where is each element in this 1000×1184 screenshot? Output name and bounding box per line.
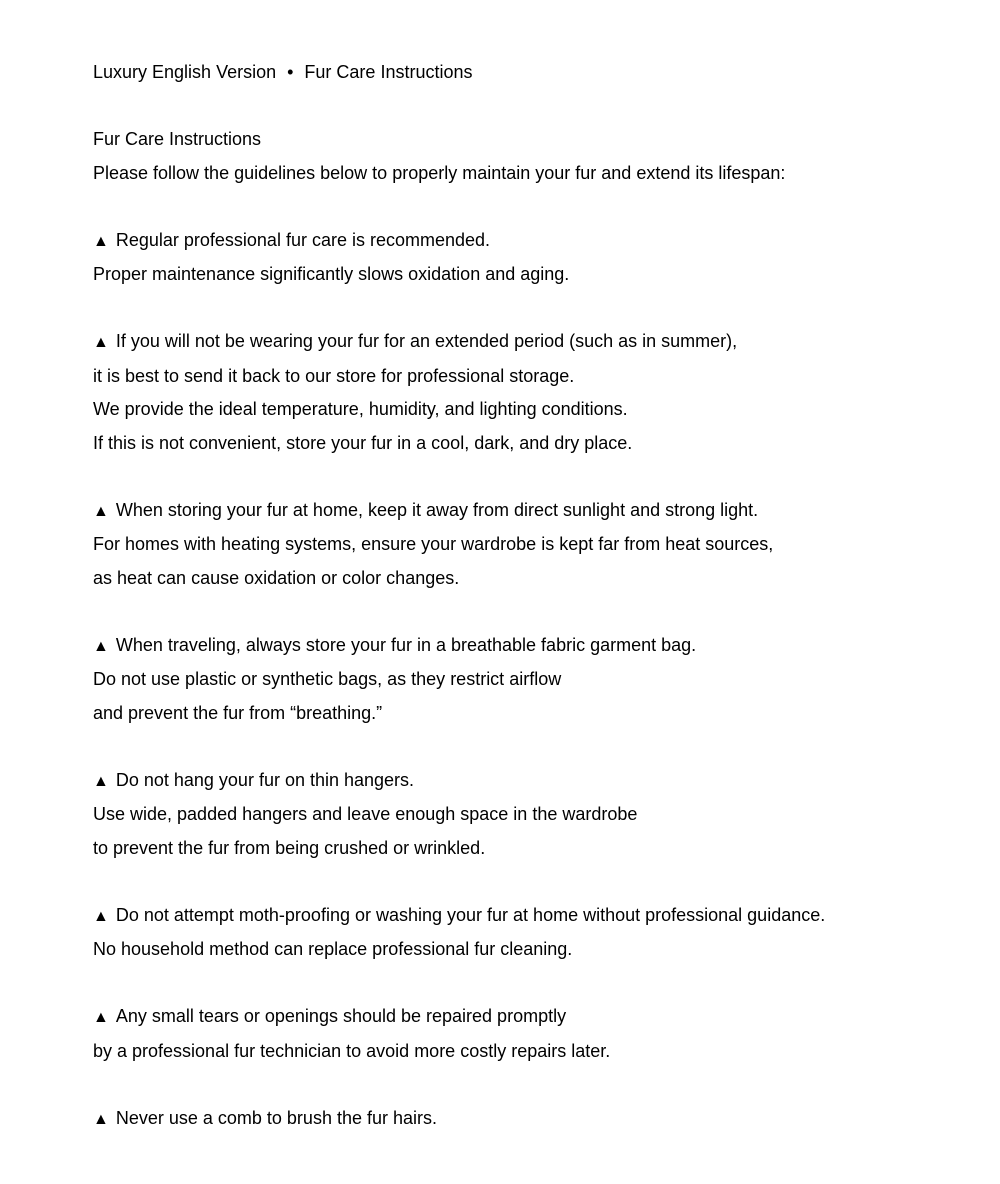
care-point-line [93,1000,940,1035]
section-heading: Fur Care Instructions [93,129,262,149]
triangle-bullet-icon: ▲ [93,232,109,250]
triangle-bullet-icon: ▲ [93,637,109,655]
care-point-line [93,899,940,934]
intro-text: Please follow the guidelines below to properly maintain your fur and extend its lifespan: [93,162,786,183]
title-separator-dot-icon: • [287,62,294,82]
care-point-line [93,764,940,799]
care-point-line: We provide the ideal temperature, humidity, and lighting conditions. [93,399,628,419]
care-point-text: If you will not be wearing your fur for an extended period (such as in summer), [115,331,738,351]
care-point-text: Do not attempt moth-proofing or washing your fur at home without professional guidance. [115,904,826,925]
care-point-extended-storage [93,325,940,460]
care-point-text: Regular professional fur care is recommended. [115,229,491,250]
care-point-text: Do not hang your fur on thin hangers. [115,769,415,790]
care-point-line: as heat can cause oxidation or color changes. [93,567,460,588]
triangle-bullet-icon: ▲ [93,334,109,351]
care-point-line: No household method can replace professional fur cleaning. [93,939,573,959]
care-point-traveling [93,629,940,731]
care-point-regular-care [93,224,940,292]
title-right-text: Fur Care Instructions [304,62,473,82]
triangle-bullet-icon: ▲ [93,772,109,790]
care-point-text: When storing your fur at home, keep it away from direct sunlight and strong light. [115,499,759,520]
care-point-text: Never use a comb to brush the fur hairs. [115,1107,437,1128]
care-point-line [93,224,940,259]
care-point-line: Do not use plastic or synthetic bags, as they restrict airflow [93,669,562,689]
care-point-line: and prevent the fur from “breathing.” [93,702,383,723]
intro-block [93,123,940,190]
document-title [93,56,940,90]
care-point-text: When traveling, always store your fur in a breathable fabric garment bag. [115,634,697,655]
care-point-line: If this is not convenient, store your fur in a cool, dark, and dry place. [93,432,633,453]
care-point-line [93,325,940,360]
care-point-line [93,494,940,529]
triangle-bullet-icon: ▲ [93,502,109,520]
care-point-line: For homes with heating systems, ensure your wardrobe is kept far from heat sources, [93,534,774,554]
care-point-line [93,1102,940,1137]
care-point-line: by a professional fur technician to avoid more costly repairs later. [93,1040,611,1061]
triangle-bullet-icon: ▲ [93,1110,109,1128]
care-point-no-comb [93,1102,940,1137]
care-point-line: to prevent the fur from being crushed or wrinkled. [93,837,486,858]
title-left-text: Luxury English Version [93,62,277,82]
care-point-text: Any small tears or openings should be repaired promptly [115,1006,567,1026]
care-point-hangers [93,764,940,866]
care-point-line: Proper maintenance significantly slows oxidation and aging. [93,264,570,284]
triangle-bullet-icon: ▲ [93,907,109,925]
care-point-line [93,629,940,664]
care-point-repairs [93,1000,940,1068]
care-point-line: it is best to send it back to our store for professional storage. [93,365,575,386]
care-point-line: Use wide, padded hangers and leave enough space in the wardrobe [93,804,638,824]
care-point-no-home-washing [93,899,940,967]
care-point-home-storage [93,494,940,596]
triangle-bullet-icon: ▲ [93,1009,109,1026]
